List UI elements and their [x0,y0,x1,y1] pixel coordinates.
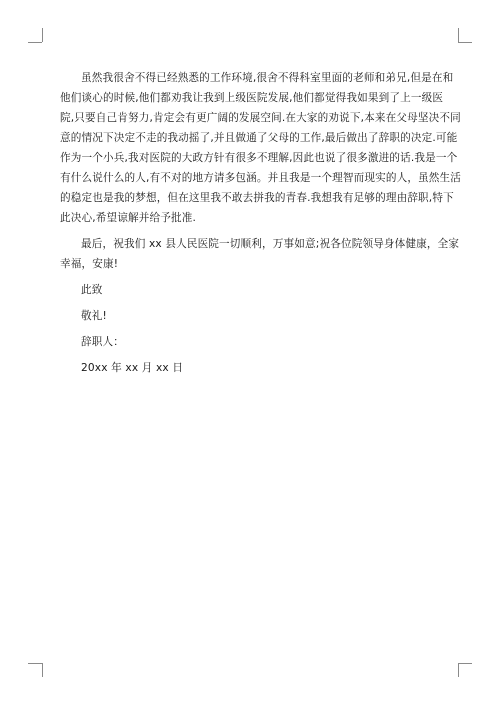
text-line: 此决心,希望谅解并给予批准. [60,212,196,224]
text-line: 虽然我很舍不得已经熟悉的工作环境,很舍不得科室里面的老师和弟兄,但是在和 [81,72,454,84]
text-line: 幸福，安康! [60,258,119,270]
text-line: 作为一个小兵,我对医院的大政方针有很多不理解,因此也说了很多激进的话.我是一个 [60,152,458,164]
text-line: 有什么说什么的人,有不对的地方请多包涵。并且我是一个理智而现实的人，虽然生活 [60,172,462,184]
letter-date: 20xx 年 xx 月 xx 日 [81,362,184,374]
text-line: 最后，祝我们 xx 县人民医院一切顺利，万事如意;祝各位院领导身体健康，全家 [81,238,460,250]
closing-greeting: 此致 [81,284,103,296]
text-line: 意的情况下决定不走的我动摇了,并且做通了父母的工作,最后做出了辞职的决定.可能 [60,132,458,144]
signature-label: 辞职人： [81,336,124,348]
text-line: 院,只要自己肯努力,肯定会有更广阔的发展空间.在大家的劝说下,本来在父母坚决不同 [60,112,461,124]
closing-salute: 敬礼! [81,310,107,322]
text-line: 他们谈心的时候,他们都劝我让我到上级医院发展,他们都觉得我如果到了上一级医 [60,92,444,104]
paragraph-wishes [60,234,460,274]
letter-body [60,68,462,378]
text-line: 的稳定也是我的梦想，但在这里我不敢去拼我的青春.我想我有足够的理由辞职,特下 [60,192,454,204]
paragraph-reasons [60,68,462,228]
